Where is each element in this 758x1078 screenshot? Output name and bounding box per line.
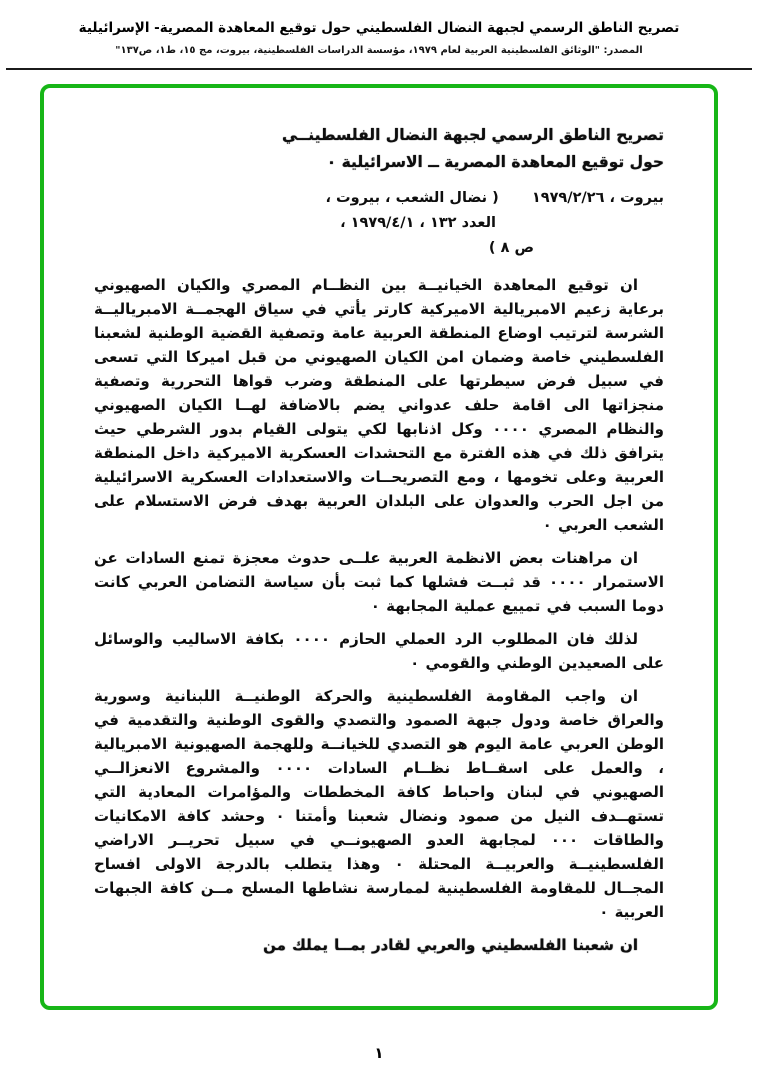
document-paragraph: ان توقيع المعاهدة الخيانيــة بين النظــام المصري والكيان الصهيوني برعاية زعيم الامبريالية الاميركية كارتر يأتي في سياق الهجمــة الامبرياليــة الشرسة لترتيب اوضاع المنطقة العربية عامة وتصفية القضية الوطنية لشعبنا الفلسطيني خاصة وضمان امن الكيان الصهيوني من قبل اميركا التي تسعى في سبيل فرض سيطرتها على المنطقة وضرب قواها التحررية وتصفية منجزاتها الى اقامة حلف عدواني يضم بالاضافة لهــا الكيان الصهيوني والنظام المصري ٠٠٠٠ وكل اذنابها لكي يتولى القيام بدور الشرطي حيث يترافق ذلك في هذه الفترة مع التحشدات العسكرية الاميركية داخل المنطقة العربية وعلى تخومها ، ومع التصريحــات والاستعدادات العسكرية الاسرائيلية من اجل الحرب والعدوان على البلدان العربية بهدف فرض الاستسلام على الشعب العربي ٠ [94,276,664,534]
page-header [0,0,758,70]
document-paragraph: ان واجب المقاومة الفلسطينية والحركة الوطنيــة اللبنانية وسورية والعراق خاصة ودول جبهة الصمود والتصدي والقوى الوطنية والتقدمية في الوطن العربي عامة اليوم هو التصدي للخيانــة وللهجمة الصهيونية الامبريالية ، والعمل على اسقــاط نظــام السادات ٠٠٠٠ والمشروع الانعزالــي الصهيوني في لبنان واحباط كافة المخططات والمؤامرات المعادية التي تستهــدف النيل من صمود ونضال شعبنا وأمتنا ٠ وحشد كافة الامكانيات والطاقات ٠٠٠ لمجابهة العدو الصهيونــي في سبيل تحريــر الاراضي الفلسطينيــة والعربيــة المحتلة ٠ وهذا يتطلب بالدرجة الاولى افساح المجــال للمقاومة الفلسطينية لممارسة نشاطها المسلح مــن كافة الجبهات العربية ٠ [94,687,664,921]
document-paragraph: لذلك فان المطلوب الرد العملي الحازم ٠٠٠٠ بكافة الاساليب والوسائل على الصعيدين الوطني والقومي ٠ [94,630,664,672]
document-title-line2: حول توقيع المعاهدة المصرية ــ الاسرائيلية ٠ [326,153,664,171]
document-paragraph: ان شعبنا الفلسطيني والعربي لقادر بمــا يملك من [263,936,638,954]
header-divider [6,68,752,70]
dateline [94,186,664,261]
document-title-line1: تصريح الناطق الرسمي لجبهة النضال الفلسطينــي [281,126,664,144]
page-number: ١ [374,1044,384,1062]
dateline-source-open: ( نضال الشعب ، بيروت ، [325,190,499,206]
document-frame [40,84,718,1010]
dateline-line1 [94,186,664,211]
document-title [94,122,664,176]
dateline-issue: العدد ١٣٢ ، ١٩٧٩/٤/١ ، [340,215,496,231]
dateline-place-date: بيروت ، ١٩٧٩/٢/٢٦ [531,190,664,206]
document-content [44,88,714,957]
header-title: تصريح الناطق الرسمي لجبهة النضال الفلسطيني حول توقيع المعاهدة المصرية- الإسرائيلية [78,20,680,36]
document-body [94,273,664,957]
document-paragraph: ان مراهنات بعض الانظمة العربية علــى حدوث معجزة تمنع السادات عن الاستمرار ٠٠٠٠ قد ثبــت فشلها كما ثبت بأن سياسة التضامن العربي كانت دوما السبب في تمييع عملية المجابهة ٠ [94,549,664,615]
dateline-page-ref: ص ٨ ) [488,240,534,256]
header-source: المصدر: "الوثائق الفلسطينية العربية لعام ١٩٧٩، مؤسسة الدراسات الفلسطينية، بيروت، مج ١٥، ط١، ص١٣٧" [115,45,643,56]
